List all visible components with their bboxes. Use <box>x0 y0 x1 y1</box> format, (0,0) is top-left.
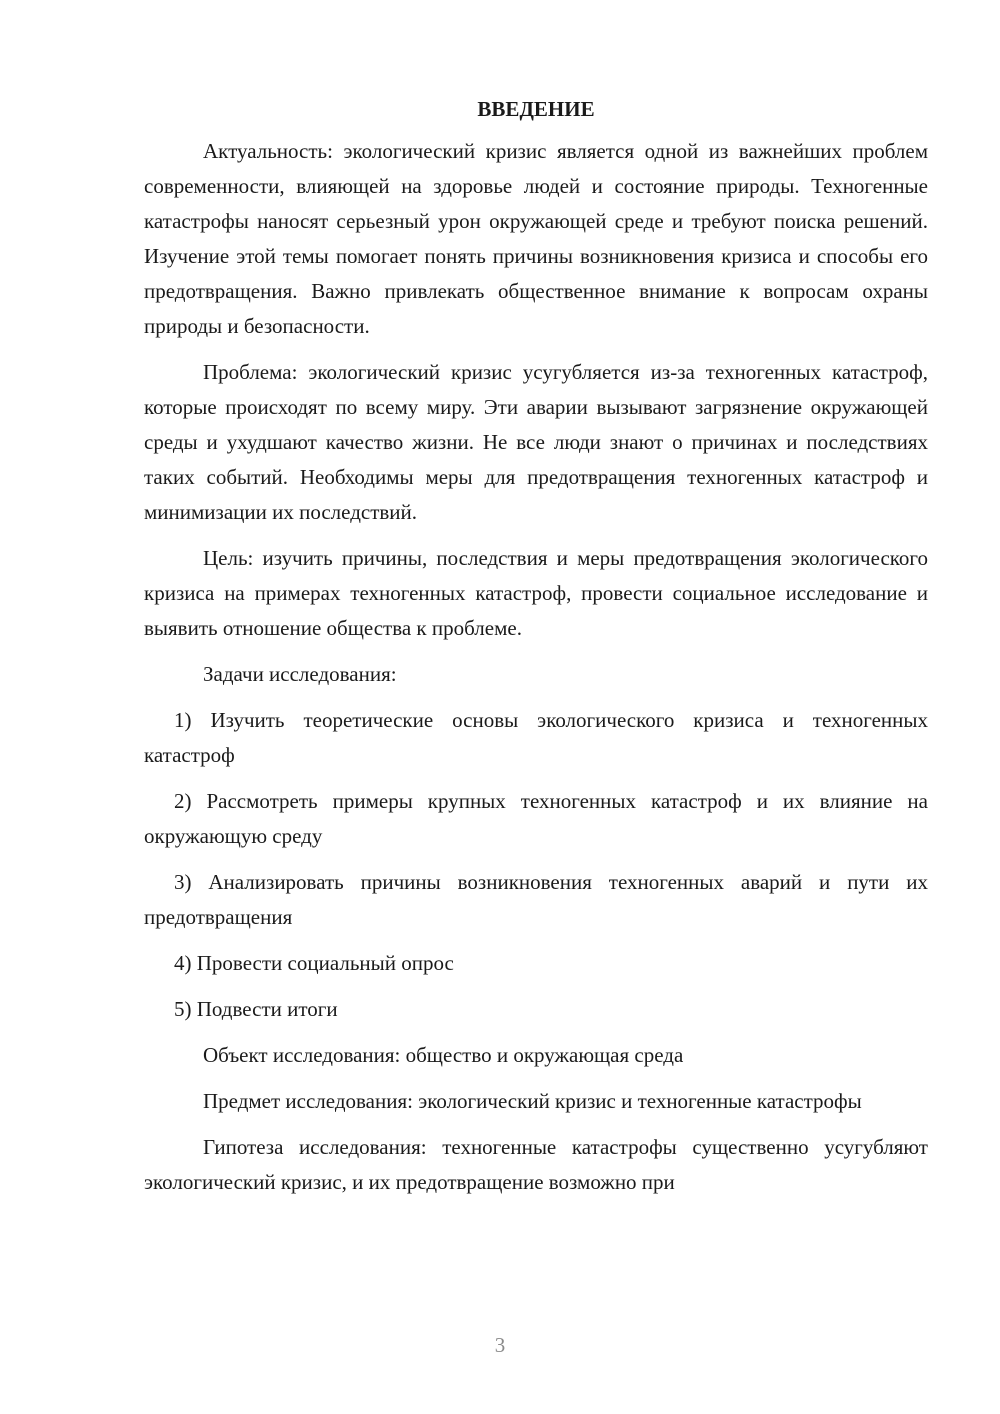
problem-paragraph: Проблема: экологический кризис усугубляется из-за техногенных катастроф, которые происходят по всему миру. Эти аварии вызывают загрязнение окружающей среды и ухудшают качество жизни. Не все люди знают о причинах и последствиях таких событий. Необходимы меры для предотвращения техногенных катастроф и минимизации их последствий. <box>144 360 928 524</box>
section-heading: ВВЕДЕНИЕ <box>477 97 595 121</box>
task-item-4: 4) Провести социальный опрос <box>174 951 454 975</box>
relevance-paragraph: Актуальность: экологический кризис является одной из важнейших проблем современности, влияющей на здоровье людей и состояние природы. Техногенные катастрофы наносят серьезный урон окружающей среде и требуют поиска решений. Изучение этой темы помогает понять причины возникновения кризиса и способы его предотвращения. Важно привлекать общественное внимание к вопросам охраны природы и безопасности. <box>144 139 928 338</box>
task-item-1: 1) Изучить теоретические основы экологического кризиса и техногенных катастроф <box>144 708 928 767</box>
task-item-2: 2) Рассмотреть примеры крупных техногенных катастроф и их влияние на окружающую среду <box>144 789 928 848</box>
task-item-3: 3) Анализировать причины возникновения техногенных аварий и пути их предотвращения <box>144 870 928 929</box>
page-number: 3 <box>494 1333 506 1357</box>
hypothesis-paragraph: Гипотеза исследования: техногенные катастрофы существенно усугубляют экологический кризис, и их предотвращение возможно при <box>144 1135 928 1194</box>
research-object-paragraph: Объект исследования: общество и окружающая среда <box>203 1043 684 1067</box>
page-content <box>144 92 928 1211</box>
goal-paragraph: Цель: изучить причины, последствия и меры предотвращения экологического кризиса на примерах техногенных катастроф, провести социальное исследование и выявить отношение общества к проблеме. <box>144 546 928 640</box>
research-subject-paragraph: Предмет исследования: экологический кризис и техногенные катастрофы <box>203 1089 862 1113</box>
task-item-5: 5) Подвести итоги <box>174 997 338 1021</box>
tasks-heading: Задачи исследования: <box>203 662 397 686</box>
